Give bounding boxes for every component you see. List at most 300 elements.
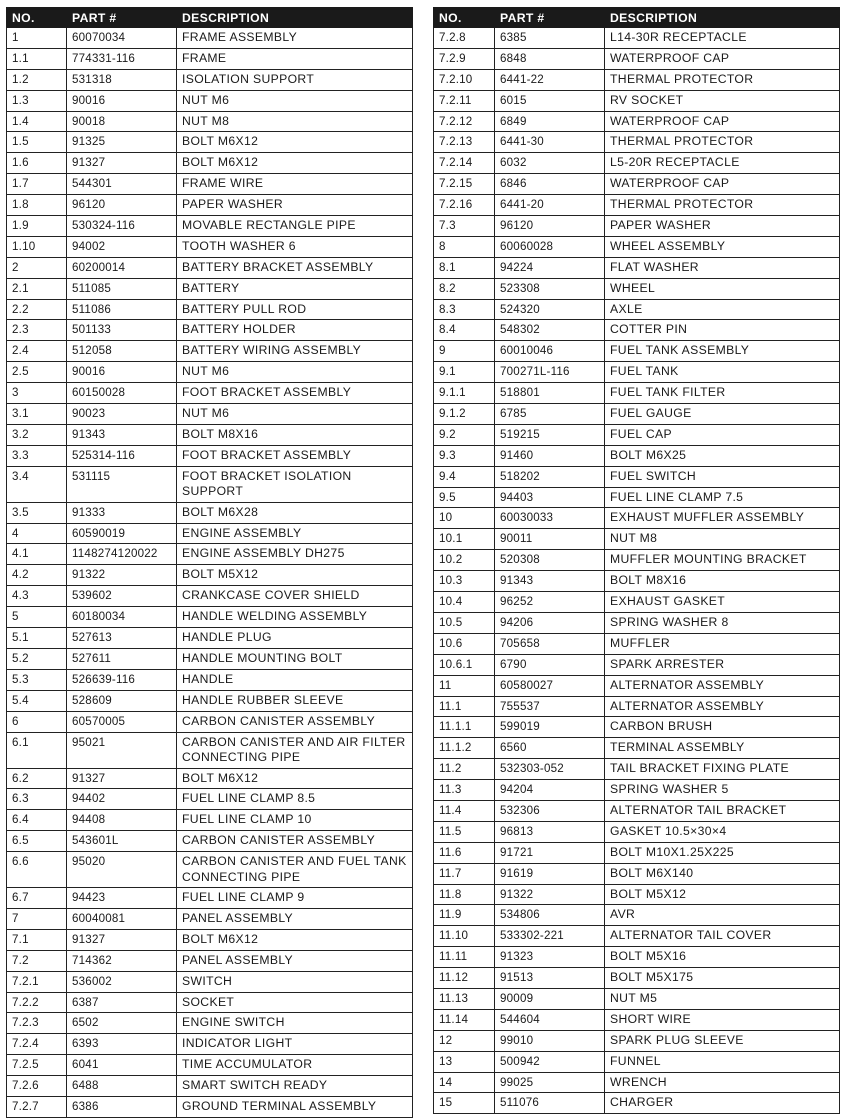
part-number-cell-no: 6.6 — [7, 852, 67, 888]
table-row — [434, 592, 840, 613]
part-number-cell-no: 11.14 — [434, 1009, 495, 1030]
part-number-cell-no: 11.8 — [434, 884, 495, 905]
part-description-cell: SPRING WASHER 8 — [605, 612, 840, 633]
table-row — [7, 1034, 413, 1055]
part-description-cell: ISOLATION SUPPORT — [177, 69, 413, 90]
part-number-cell: 528609 — [67, 690, 177, 711]
part-number-cell: 6502 — [67, 1013, 177, 1034]
part-number-cell-no: 1.1 — [7, 48, 67, 69]
part-number-cell: 774331-116 — [67, 48, 177, 69]
table-row — [434, 884, 840, 905]
part-description-cell: EXHAUST GASKET — [605, 592, 840, 613]
part-number-cell-no: 9.2 — [434, 424, 495, 445]
part-number-cell-no: 6.4 — [7, 810, 67, 831]
table-row — [7, 362, 413, 383]
part-number-cell: 6386 — [67, 1096, 177, 1117]
table-row — [7, 90, 413, 111]
part-number-cell: 599019 — [495, 717, 605, 738]
table-row — [7, 586, 413, 607]
part-number-cell-no: 7.2.6 — [7, 1076, 67, 1097]
part-description-cell: CHARGER — [605, 1093, 840, 1114]
part-number-cell: 60200014 — [67, 257, 177, 278]
part-number-cell: 500942 — [495, 1051, 605, 1072]
part-number-cell: 536002 — [67, 971, 177, 992]
part-number-cell: 527613 — [67, 628, 177, 649]
table-row — [7, 111, 413, 132]
part-number-cell-no: 3.5 — [7, 502, 67, 523]
part-number-cell: 91513 — [495, 968, 605, 989]
part-number-cell-no: 4.2 — [7, 565, 67, 586]
part-number-cell-no: 5 — [7, 607, 67, 628]
table-row — [434, 236, 840, 257]
part-number-cell-no: 11.4 — [434, 800, 495, 821]
part-description-cell: FUEL LINE CLAMP 10 — [177, 810, 413, 831]
part-number-cell-no: 10.5 — [434, 612, 495, 633]
part-number-cell: 60010046 — [495, 341, 605, 362]
part-number-cell: 6441-30 — [495, 132, 605, 153]
table-row — [7, 711, 413, 732]
part-number-cell-no: 10.6.1 — [434, 654, 495, 675]
table-row — [434, 612, 840, 633]
part-number-cell: 94224 — [495, 257, 605, 278]
part-number-cell-no: 10 — [434, 508, 495, 529]
part-number-cell-no: 15 — [434, 1093, 495, 1114]
table-row — [7, 174, 413, 195]
table-row — [434, 633, 840, 654]
part-number-cell: 60590019 — [67, 523, 177, 544]
table-row — [434, 842, 840, 863]
part-number-cell-no: 1.2 — [7, 69, 67, 90]
table-row — [7, 299, 413, 320]
part-number-cell-no: 7.2.13 — [434, 132, 495, 153]
table-row — [7, 424, 413, 445]
table-row — [7, 929, 413, 950]
part-description-cell: L14-30R RECEPTACLE — [605, 28, 840, 49]
part-number-cell-no: 2.5 — [7, 362, 67, 383]
part-description-cell: BOLT M8X16 — [177, 424, 413, 445]
table-row — [434, 905, 840, 926]
part-number-cell-no: 4 — [7, 523, 67, 544]
table-row — [7, 908, 413, 929]
table-row — [7, 278, 413, 299]
part-number-cell-no: 1.4 — [7, 111, 67, 132]
table-row — [7, 852, 413, 888]
part-description-cell: FUEL TANK ASSEMBLY — [605, 341, 840, 362]
part-number-cell-no: 11.6 — [434, 842, 495, 863]
table-row — [434, 445, 840, 466]
part-description-cell: HANDLE — [177, 669, 413, 690]
table-row — [7, 1013, 413, 1034]
table-row — [7, 466, 413, 502]
part-number-cell: 91322 — [67, 565, 177, 586]
part-number-cell-no: 11.9 — [434, 905, 495, 926]
part-number-cell-no: 3.3 — [7, 445, 67, 466]
part-number-cell: 1148274120022 — [67, 544, 177, 565]
table-row — [7, 888, 413, 909]
part-number-cell-no: 9.3 — [434, 445, 495, 466]
part-number-cell: 91721 — [495, 842, 605, 863]
table-row — [7, 257, 413, 278]
part-description-cell: INDICATOR LIGHT — [177, 1034, 413, 1055]
part-description-cell: AXLE — [605, 299, 840, 320]
part-description-cell: FUEL LINE CLAMP 7.5 — [605, 487, 840, 508]
part-number-cell-no: 12 — [434, 1030, 495, 1051]
table-row — [434, 738, 840, 759]
part-description-cell: WATERPROOF CAP — [605, 174, 840, 195]
table-row — [7, 628, 413, 649]
part-description-cell: TIME ACCUMULATOR — [177, 1055, 413, 1076]
part-number-cell-no: 7.1 — [7, 929, 67, 950]
table-row — [7, 236, 413, 257]
part-description-cell: SPARK ARRESTER — [605, 654, 840, 675]
table-row — [7, 544, 413, 565]
part-number-cell: 525314-116 — [67, 445, 177, 466]
part-description-cell: BATTERY PULL ROD — [177, 299, 413, 320]
part-number-cell-no: 7.2.9 — [434, 48, 495, 69]
part-number-cell: 6441-22 — [495, 69, 605, 90]
part-number-cell: 526639-116 — [67, 669, 177, 690]
table-row — [7, 523, 413, 544]
part-number-cell-no: 2.3 — [7, 320, 67, 341]
part-number-cell: 91619 — [495, 863, 605, 884]
part-number-cell: 6846 — [495, 174, 605, 195]
table-row — [434, 466, 840, 487]
part-number-cell: 512058 — [67, 341, 177, 362]
table-row — [434, 48, 840, 69]
part-description-cell: BATTERY WIRING ASSEMBLY — [177, 341, 413, 362]
part-number-cell: 94002 — [67, 236, 177, 257]
part-number-cell: 60180034 — [67, 607, 177, 628]
part-description-cell: THERMAL PROTECTOR — [605, 195, 840, 216]
table-row — [7, 992, 413, 1013]
part-number-cell-no: 11.2 — [434, 759, 495, 780]
part-description-cell: BOLT M5X12 — [605, 884, 840, 905]
part-description-cell: BATTERY BRACKET ASSEMBLY — [177, 257, 413, 278]
part-number-cell: 90023 — [67, 404, 177, 425]
part-number-cell-no: 10.4 — [434, 592, 495, 613]
part-description-cell: FUEL CAP — [605, 424, 840, 445]
part-number-cell-no: 1.7 — [7, 174, 67, 195]
part-number-cell-no: 7.3 — [434, 216, 495, 237]
table-row — [434, 654, 840, 675]
part-description-cell: FUEL SWITCH — [605, 466, 840, 487]
part-description-cell: HANDLE RUBBER SLEEVE — [177, 690, 413, 711]
part-number-cell: 94403 — [495, 487, 605, 508]
part-description-cell: FUNNEL — [605, 1051, 840, 1072]
part-number-cell: 91460 — [495, 445, 605, 466]
part-number-cell: 700271L-116 — [495, 362, 605, 383]
part-number-cell: 511086 — [67, 299, 177, 320]
part-number-cell-no: 14 — [434, 1072, 495, 1093]
part-number-cell: 91343 — [67, 424, 177, 445]
part-number-cell-no: 7.2 — [7, 950, 67, 971]
table-row — [7, 1096, 413, 1117]
part-number-cell: 6041 — [67, 1055, 177, 1076]
table-row — [434, 69, 840, 90]
table-row — [434, 863, 840, 884]
part-description-cell: THERMAL PROTECTOR — [605, 69, 840, 90]
part-description-cell: SHORT WIRE — [605, 1009, 840, 1030]
table-row — [7, 831, 413, 852]
table-row — [7, 648, 413, 669]
table-row — [434, 947, 840, 968]
part-number-cell-no: 5.1 — [7, 628, 67, 649]
table-row — [434, 257, 840, 278]
part-number-cell: 539602 — [67, 586, 177, 607]
part-number-cell-no: 9.1.1 — [434, 383, 495, 404]
table-row — [7, 950, 413, 971]
part-number-cell-no: 6.7 — [7, 888, 67, 909]
header-no: NO. — [434, 8, 495, 28]
part-number-cell-no: 9 — [434, 341, 495, 362]
part-description-cell: ENGINE ASSEMBLY DH275 — [177, 544, 413, 565]
table-row — [7, 383, 413, 404]
part-description-cell: ALTERNATOR TAIL COVER — [605, 926, 840, 947]
table-row — [434, 153, 840, 174]
table-row — [7, 341, 413, 362]
part-description-cell: TOOTH WASHER 6 — [177, 236, 413, 257]
part-number-cell-no: 11.13 — [434, 988, 495, 1009]
part-number-cell: 96120 — [67, 195, 177, 216]
part-number-cell-no: 8.2 — [434, 278, 495, 299]
part-number-cell: 91327 — [67, 768, 177, 789]
part-number-cell: 94423 — [67, 888, 177, 909]
part-number-cell: 531115 — [67, 466, 177, 502]
table-row — [434, 550, 840, 571]
table-row — [7, 732, 413, 768]
part-description-cell: HANDLE PLUG — [177, 628, 413, 649]
part-number-cell: 60150028 — [67, 383, 177, 404]
parts-table-left — [6, 7, 413, 1118]
part-description-cell: NUT M6 — [177, 90, 413, 111]
part-number-cell: 99025 — [495, 1072, 605, 1093]
part-number-cell: 60580027 — [495, 675, 605, 696]
header-no: NO. — [7, 8, 67, 28]
part-number-cell: 99010 — [495, 1030, 605, 1051]
table-row — [7, 216, 413, 237]
part-number-cell-no: 11.11 — [434, 947, 495, 968]
part-number-cell-no: 13 — [434, 1051, 495, 1072]
part-number-cell-no: 1.8 — [7, 195, 67, 216]
part-number-cell: 90018 — [67, 111, 177, 132]
table-row — [7, 132, 413, 153]
part-number-cell: 6849 — [495, 111, 605, 132]
part-number-cell: 60040081 — [67, 908, 177, 929]
part-number-cell-no: 1.10 — [7, 236, 67, 257]
part-number-cell-no: 3 — [7, 383, 67, 404]
part-number-cell-no: 7.2.2 — [7, 992, 67, 1013]
part-description-cell: ENGINE SWITCH — [177, 1013, 413, 1034]
part-number-cell: 96252 — [495, 592, 605, 613]
part-description-cell: BATTERY — [177, 278, 413, 299]
part-number-cell-no: 11.1.2 — [434, 738, 495, 759]
part-description-cell: BOLT M6X25 — [605, 445, 840, 466]
part-number-cell-no: 7 — [7, 908, 67, 929]
part-number-cell: 534806 — [495, 905, 605, 926]
table-row — [7, 502, 413, 523]
part-number-cell: 523308 — [495, 278, 605, 299]
part-number-cell-no: 3.4 — [7, 466, 67, 502]
part-number-cell: 530324-116 — [67, 216, 177, 237]
part-number-cell-no: 7.2.15 — [434, 174, 495, 195]
part-description-cell: CARBON CANISTER AND FUEL TANK CONNECTING PIPE — [177, 852, 413, 888]
part-number-cell: 527611 — [67, 648, 177, 669]
part-description-cell: SOCKET — [177, 992, 413, 1013]
part-description-cell: ALTERNATOR ASSEMBLY — [605, 696, 840, 717]
part-description-cell: CARBON CANISTER ASSEMBLY — [177, 831, 413, 852]
part-number-cell: 6393 — [67, 1034, 177, 1055]
part-number-cell-no: 7.2.1 — [7, 971, 67, 992]
table-row — [434, 926, 840, 947]
part-number-cell: 91325 — [67, 132, 177, 153]
part-number-cell: 6785 — [495, 404, 605, 425]
part-number-cell: 94408 — [67, 810, 177, 831]
part-number-cell: 755537 — [495, 696, 605, 717]
table-row — [434, 216, 840, 237]
part-description-cell: GASKET 10.5×30×4 — [605, 821, 840, 842]
part-number-cell: 60070034 — [67, 28, 177, 49]
part-number-cell: 548302 — [495, 320, 605, 341]
table-row — [434, 278, 840, 299]
part-number-cell: 91327 — [67, 153, 177, 174]
part-description-cell: NUT M8 — [605, 529, 840, 550]
part-number-cell: 511085 — [67, 278, 177, 299]
part-description-cell: WHEEL — [605, 278, 840, 299]
part-number-cell: 91343 — [495, 571, 605, 592]
part-number-cell-no: 2.4 — [7, 341, 67, 362]
part-number-cell-no: 4.1 — [7, 544, 67, 565]
part-description-cell: BOLT M6X12 — [177, 929, 413, 950]
part-description-cell: ALTERNATOR ASSEMBLY — [605, 675, 840, 696]
part-number-cell-no: 1.5 — [7, 132, 67, 153]
table-row — [434, 424, 840, 445]
part-number-cell: 544604 — [495, 1009, 605, 1030]
table-row — [434, 487, 840, 508]
table-row — [7, 320, 413, 341]
part-description-cell: NUT M5 — [605, 988, 840, 1009]
part-description-cell: MOVABLE RECTANGLE PIPE — [177, 216, 413, 237]
part-number-cell-no: 5.2 — [7, 648, 67, 669]
part-description-cell: BOLT M5X16 — [605, 947, 840, 968]
part-number-cell-no: 11.1 — [434, 696, 495, 717]
table-header-row — [7, 8, 413, 28]
part-number-cell: 511076 — [495, 1093, 605, 1114]
table-row — [434, 362, 840, 383]
part-description-cell: PANEL ASSEMBLY — [177, 950, 413, 971]
part-number-cell: 544301 — [67, 174, 177, 195]
part-number-cell: 6848 — [495, 48, 605, 69]
part-description-cell: THERMAL PROTECTOR — [605, 132, 840, 153]
part-number-cell: 6488 — [67, 1076, 177, 1097]
parts-table-right — [433, 7, 840, 1114]
table-row — [434, 968, 840, 989]
part-number-cell: 6387 — [67, 992, 177, 1013]
part-number-cell-no: 7.2.8 — [434, 28, 495, 49]
header-part: PART # — [495, 8, 605, 28]
part-number-cell-no: 7.2.4 — [7, 1034, 67, 1055]
part-number-cell: 90011 — [495, 529, 605, 550]
part-description-cell: BOLT M6X140 — [605, 863, 840, 884]
part-number-cell-no: 8.4 — [434, 320, 495, 341]
part-number-cell-no: 1.6 — [7, 153, 67, 174]
part-number-cell: 95021 — [67, 732, 177, 768]
part-description-cell: L5-20R RECEPTACLE — [605, 153, 840, 174]
header-description: DESCRIPTION — [177, 8, 413, 28]
part-description-cell: TERMINAL ASSEMBLY — [605, 738, 840, 759]
part-description-cell: ENGINE ASSEMBLY — [177, 523, 413, 544]
table-row — [434, 508, 840, 529]
part-number-cell: 96813 — [495, 821, 605, 842]
part-number-cell-no: 7.2.16 — [434, 195, 495, 216]
part-number-cell-no: 7.2.5 — [7, 1055, 67, 1076]
table-row — [434, 1030, 840, 1051]
part-number-cell: 94204 — [495, 780, 605, 801]
part-description-cell: FUEL TANK FILTER — [605, 383, 840, 404]
table-row — [7, 607, 413, 628]
part-number-cell-no: 3.1 — [7, 404, 67, 425]
table-row — [7, 195, 413, 216]
table-row — [434, 1009, 840, 1030]
part-number-cell-no: 1 — [7, 28, 67, 49]
part-number-cell-no: 10.3 — [434, 571, 495, 592]
part-description-cell: NUT M6 — [177, 404, 413, 425]
part-description-cell: WATERPROOF CAP — [605, 48, 840, 69]
table-row — [434, 299, 840, 320]
part-number-cell: 60570005 — [67, 711, 177, 732]
part-number-cell: 501133 — [67, 320, 177, 341]
part-description-cell: PANEL ASSEMBLY — [177, 908, 413, 929]
part-number-cell: 91323 — [495, 947, 605, 968]
part-number-cell: 6441-20 — [495, 195, 605, 216]
table-row — [7, 565, 413, 586]
part-number-cell-no: 8.3 — [434, 299, 495, 320]
part-number-cell-no: 11 — [434, 675, 495, 696]
part-description-cell: FOOT BRACKET ASSEMBLY — [177, 383, 413, 404]
part-description-cell: SPARK PLUG SLEEVE — [605, 1030, 840, 1051]
part-number-cell: 518801 — [495, 383, 605, 404]
table-row — [7, 669, 413, 690]
part-number-cell-no: 7.2.14 — [434, 153, 495, 174]
table-row — [434, 759, 840, 780]
part-description-cell: BOLT M6X28 — [177, 502, 413, 523]
part-description-cell: RV SOCKET — [605, 90, 840, 111]
part-description-cell: NUT M8 — [177, 111, 413, 132]
part-description-cell: FRAME WIRE — [177, 174, 413, 195]
part-description-cell: WRENCH — [605, 1072, 840, 1093]
part-number-cell: 91322 — [495, 884, 605, 905]
part-description-cell: PAPER WASHER — [177, 195, 413, 216]
part-number-cell: 705658 — [495, 633, 605, 654]
part-description-cell: WATERPROOF CAP — [605, 111, 840, 132]
part-description-cell: AVR — [605, 905, 840, 926]
part-number-cell: 531318 — [67, 69, 177, 90]
part-number-cell: 90009 — [495, 988, 605, 1009]
table-row — [434, 341, 840, 362]
part-description-cell: CARBON BRUSH — [605, 717, 840, 738]
part-number-cell: 94206 — [495, 612, 605, 633]
part-description-cell: HANDLE MOUNTING BOLT — [177, 648, 413, 669]
header-part: PART # — [67, 8, 177, 28]
part-number-cell: 90016 — [67, 362, 177, 383]
part-number-cell: 714362 — [67, 950, 177, 971]
table-row — [434, 780, 840, 801]
part-number-cell-no: 7.2.7 — [7, 1096, 67, 1117]
table-row — [7, 48, 413, 69]
table-row — [7, 971, 413, 992]
part-description-cell: PAPER WASHER — [605, 216, 840, 237]
table-row — [434, 1093, 840, 1114]
part-number-cell-no: 8 — [434, 236, 495, 257]
